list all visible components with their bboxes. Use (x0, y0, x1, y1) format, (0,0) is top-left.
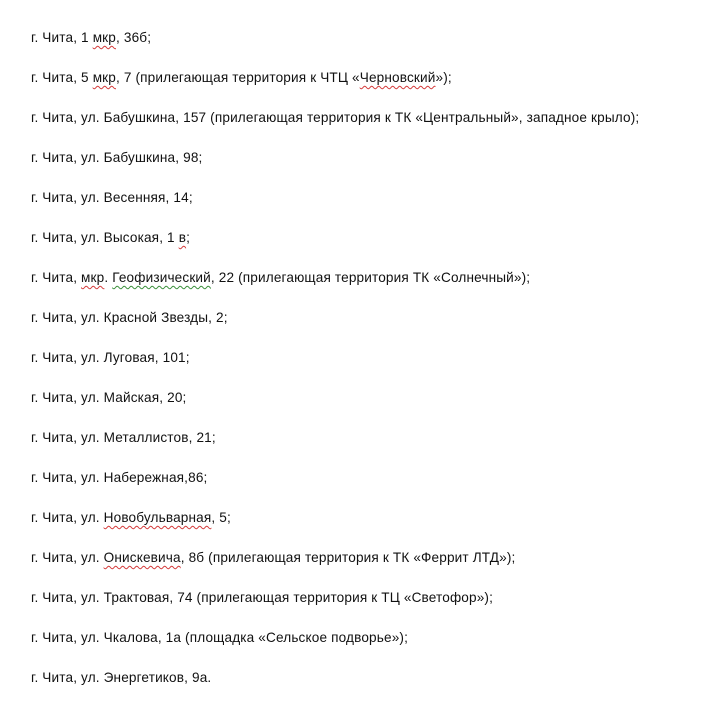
address-text: г. Чита, ул. Красной Звезды, 2; (31, 310, 228, 325)
address-text: г. Чита, 5 (31, 70, 93, 85)
address-list (31, 28, 639, 708)
address-text: »); (435, 70, 452, 85)
address-text: , 22 (прилегающая территория ТК «Солнечный»); (210, 270, 531, 285)
address-text: г. Чита, ул. Луговая, 101; (31, 350, 190, 365)
address-line (31, 28, 639, 68)
spellcheck-underlined-word: Новобульварная (103, 510, 212, 525)
address-line (31, 348, 639, 388)
address-text: г. Чита, ул. Майская, 20; (31, 390, 187, 405)
address-text: г. Чита, ул. Энергетиков, 9а. (31, 670, 212, 685)
address-line (31, 188, 639, 228)
address-text: г. Чита, ул. Набережная,86; (31, 470, 208, 485)
address-line (31, 108, 639, 148)
spellcheck-underlined-word: Черновский (359, 70, 436, 85)
address-text: г. Чита, ул. Высокая, 1 (31, 230, 179, 245)
address-line (31, 668, 639, 708)
address-line (31, 228, 639, 268)
spellcheck-underlined-word: мкр (92, 70, 116, 85)
spellcheck-underlined-word: в (178, 230, 187, 245)
address-line (31, 268, 639, 308)
address-text: г. Чита, ул. (31, 510, 104, 525)
address-text: , 5; (211, 510, 231, 525)
spellcheck-underlined-word: Онискевича (103, 550, 181, 565)
address-text: г. Чита, ул. Чкалова, 1а (площадка «Сельское подворье»); (31, 630, 409, 645)
address-line (31, 508, 639, 548)
spellcheck-underlined-word: мкр (81, 270, 105, 285)
address-line (31, 548, 639, 588)
address-line (31, 148, 639, 188)
address-line (31, 308, 639, 348)
address-line (31, 628, 639, 668)
address-text: г. Чита, ул. Весенняя, 14; (31, 190, 193, 205)
address-line (31, 388, 639, 428)
address-text: г. Чита, ул. Бабушкина, 157 (прилегающая территория к ТК «Центральный», западное крыло); (31, 110, 640, 125)
address-text: ; (186, 230, 190, 245)
address-text: , 7 (прилегающая территория к ЧТЦ « (116, 70, 360, 85)
address-text: , 8б (прилегающая территория к ТК «Феррит ЛТД»); (180, 550, 516, 565)
address-text: г. Чита, 1 (31, 30, 93, 45)
address-line (31, 428, 639, 468)
address-text: г. Чита, ул. Трактовая, 74 (прилегающая территория к ТЦ «Светофор»); (31, 590, 494, 605)
address-text: . (104, 270, 113, 285)
address-text: г. Чита, ул. Бабушкина, 98; (31, 150, 203, 165)
address-text: г. Чита, (31, 270, 82, 285)
address-line (31, 468, 639, 508)
address-line (31, 68, 639, 108)
address-text: , 36б; (116, 30, 152, 45)
spellcheck-underlined-word: мкр (92, 30, 116, 45)
grammar-underlined-word: Геофизический (112, 270, 211, 285)
address-line (31, 588, 639, 628)
address-text: г. Чита, ул. (31, 550, 104, 565)
address-text: г. Чита, ул. Металлистов, 21; (31, 430, 216, 445)
